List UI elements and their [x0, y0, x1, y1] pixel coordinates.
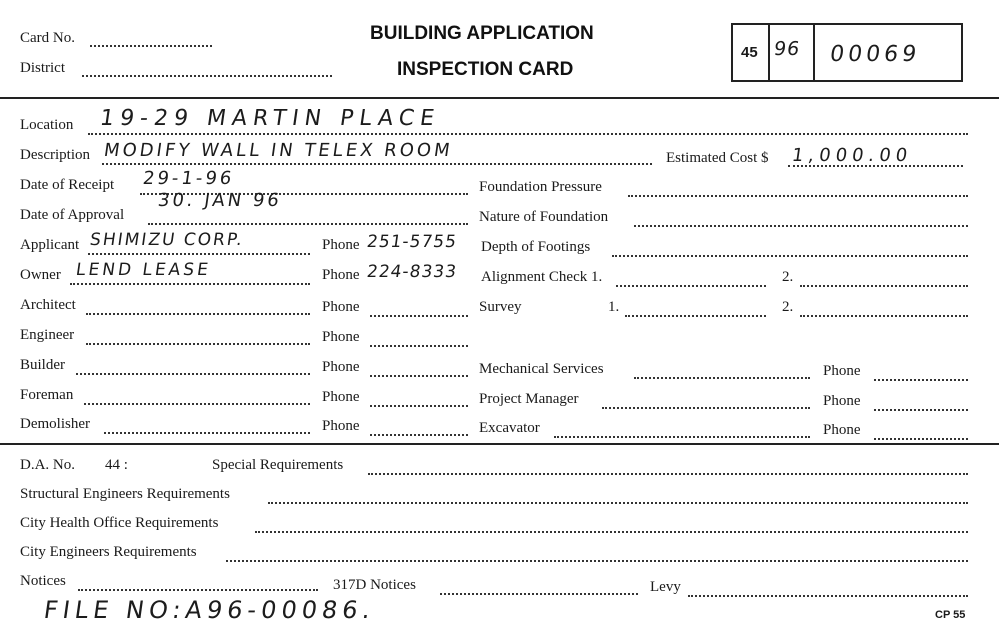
mechanical-services-label: Mechanical Services	[479, 361, 604, 377]
date-receipt-value: 29-1-96	[141, 168, 236, 189]
depth-footings-field[interactable]	[612, 255, 968, 257]
owner-value: LEND LEASE	[74, 260, 213, 280]
special-requirements-field[interactable]	[368, 473, 968, 475]
da-no-label: D.A. No.	[20, 457, 75, 473]
city-health-label: City Health Office Requirements	[20, 515, 219, 531]
card-no-label: Card No.	[20, 30, 75, 46]
owner-label: Owner	[20, 267, 61, 283]
excavator-phone-field[interactable]	[874, 438, 968, 440]
nature-foundation-field[interactable]	[634, 225, 968, 227]
location-value: 19-29 MARTIN PLACE	[98, 106, 442, 131]
section-divider	[0, 443, 999, 445]
alignment-check-1-field[interactable]	[616, 285, 766, 287]
survey-2-label: 2.	[782, 299, 794, 315]
card-number-divider-2	[813, 23, 815, 80]
alignment-check-label: Alignment Check 1.	[481, 269, 603, 285]
description-field[interactable]	[102, 163, 652, 165]
survey-1-field[interactable]	[625, 315, 766, 317]
card-number-year: 96	[772, 38, 802, 60]
project-manager-phone-label: Phone	[823, 393, 861, 409]
project-manager-label: Project Manager	[479, 391, 579, 407]
architect-phone-label: Phone	[322, 299, 360, 315]
foreman-phone-field[interactable]	[370, 405, 468, 407]
city-engineers-field[interactable]	[226, 560, 968, 562]
alignment-check-2-field[interactable]	[800, 285, 968, 287]
mechanical-phone-label: Phone	[823, 363, 861, 379]
demolisher-phone-field[interactable]	[370, 434, 468, 436]
builder-label: Builder	[20, 357, 65, 373]
city-engineers-label: City Engineers Requirements	[20, 544, 197, 560]
owner-field[interactable]	[70, 283, 310, 285]
date-approval-label: Date of Approval	[20, 207, 125, 223]
date-approval-field[interactable]	[148, 223, 468, 225]
mechanical-services-field[interactable]	[634, 377, 810, 379]
excavator-label: Excavator	[479, 420, 540, 436]
structural-engineers-field[interactable]	[268, 502, 968, 504]
engineer-phone-field[interactable]	[370, 345, 468, 347]
foreman-field[interactable]	[84, 403, 310, 405]
demolisher-phone-label: Phone	[322, 418, 360, 434]
district-field[interactable]	[82, 75, 332, 77]
district-label: District	[20, 60, 65, 76]
mechanical-phone-field[interactable]	[874, 379, 968, 381]
owner-phone-label: Phone	[322, 267, 360, 283]
card-number-divider-1	[768, 23, 770, 80]
city-health-field[interactable]	[255, 531, 968, 533]
date-approval-value: 30. JAN 96	[156, 190, 284, 211]
foreman-label: Foreman	[20, 387, 74, 403]
project-manager-phone-field[interactable]	[874, 409, 968, 411]
notices-field[interactable]	[78, 589, 318, 591]
description-label: Description	[20, 147, 90, 163]
architect-label: Architect	[20, 297, 76, 313]
architect-phone-field[interactable]	[370, 315, 468, 317]
form-code: CP 55	[935, 609, 966, 621]
depth-footings-label: Depth of Footings	[481, 239, 591, 255]
applicant-label: Applicant	[20, 237, 80, 253]
estimated-cost-label: Estimated Cost $	[666, 150, 769, 166]
applicant-field[interactable]	[88, 253, 310, 255]
engineer-label: Engineer	[20, 327, 75, 343]
da-no-value: 44 :	[105, 457, 128, 473]
structural-engineers-label: Structural Engineers Requirements	[20, 486, 230, 502]
survey-1-label: 1.	[608, 299, 620, 315]
alignment-check-2-label: 2.	[782, 269, 794, 285]
excavator-phone-label: Phone	[823, 422, 861, 438]
foreman-phone-label: Phone	[322, 389, 360, 405]
date-receipt-label: Date of Receipt	[20, 177, 115, 193]
builder-phone-field[interactable]	[370, 375, 468, 377]
special-requirements-label: Special Requirements	[212, 457, 344, 473]
demolisher-field[interactable]	[104, 432, 310, 434]
engineer-field[interactable]	[86, 343, 310, 345]
description-value: MODIFY WALL IN TELEX ROOM	[102, 140, 455, 161]
foundation-pressure-label: Foundation Pressure	[479, 179, 602, 195]
survey-2-field[interactable]	[800, 315, 968, 317]
file-number-handwritten: FILE NO:A96-00086.	[42, 596, 378, 624]
applicant-phone-value: 251-5755	[365, 232, 459, 252]
levy-label: Levy	[650, 579, 681, 595]
header-divider	[0, 97, 999, 99]
location-label: Location	[20, 117, 74, 133]
estimated-cost-value: 1,000.00	[790, 145, 914, 166]
notices-317d-label: 317D Notices	[333, 577, 416, 593]
foundation-pressure-field[interactable]	[628, 195, 968, 197]
engineer-phone-label: Phone	[322, 329, 360, 345]
notices-label: Notices	[20, 573, 66, 589]
demolisher-label: Demolisher	[20, 416, 90, 432]
levy-field[interactable]	[688, 595, 968, 597]
location-field[interactable]	[88, 133, 968, 135]
builder-field[interactable]	[76, 373, 310, 375]
owner-phone-value: 224-8333	[365, 262, 459, 282]
excavator-field[interactable]	[554, 436, 810, 438]
project-manager-field[interactable]	[602, 407, 810, 409]
card-number-serial: 00069	[828, 42, 922, 67]
builder-phone-label: Phone	[322, 359, 360, 375]
card-no-field[interactable]	[90, 45, 212, 47]
survey-label: Survey	[479, 299, 522, 315]
architect-field[interactable]	[86, 313, 310, 315]
card-number-prefix: 45	[741, 44, 758, 61]
title-line-1: BUILDING APPLICATION	[370, 23, 594, 44]
nature-foundation-label: Nature of Foundation	[479, 209, 609, 225]
applicant-value: SHIMIZU CORP.	[88, 230, 246, 250]
notices-317d-field[interactable]	[440, 593, 638, 595]
applicant-phone-label: Phone	[322, 237, 360, 253]
title-line-2: INSPECTION CARD	[397, 59, 574, 80]
